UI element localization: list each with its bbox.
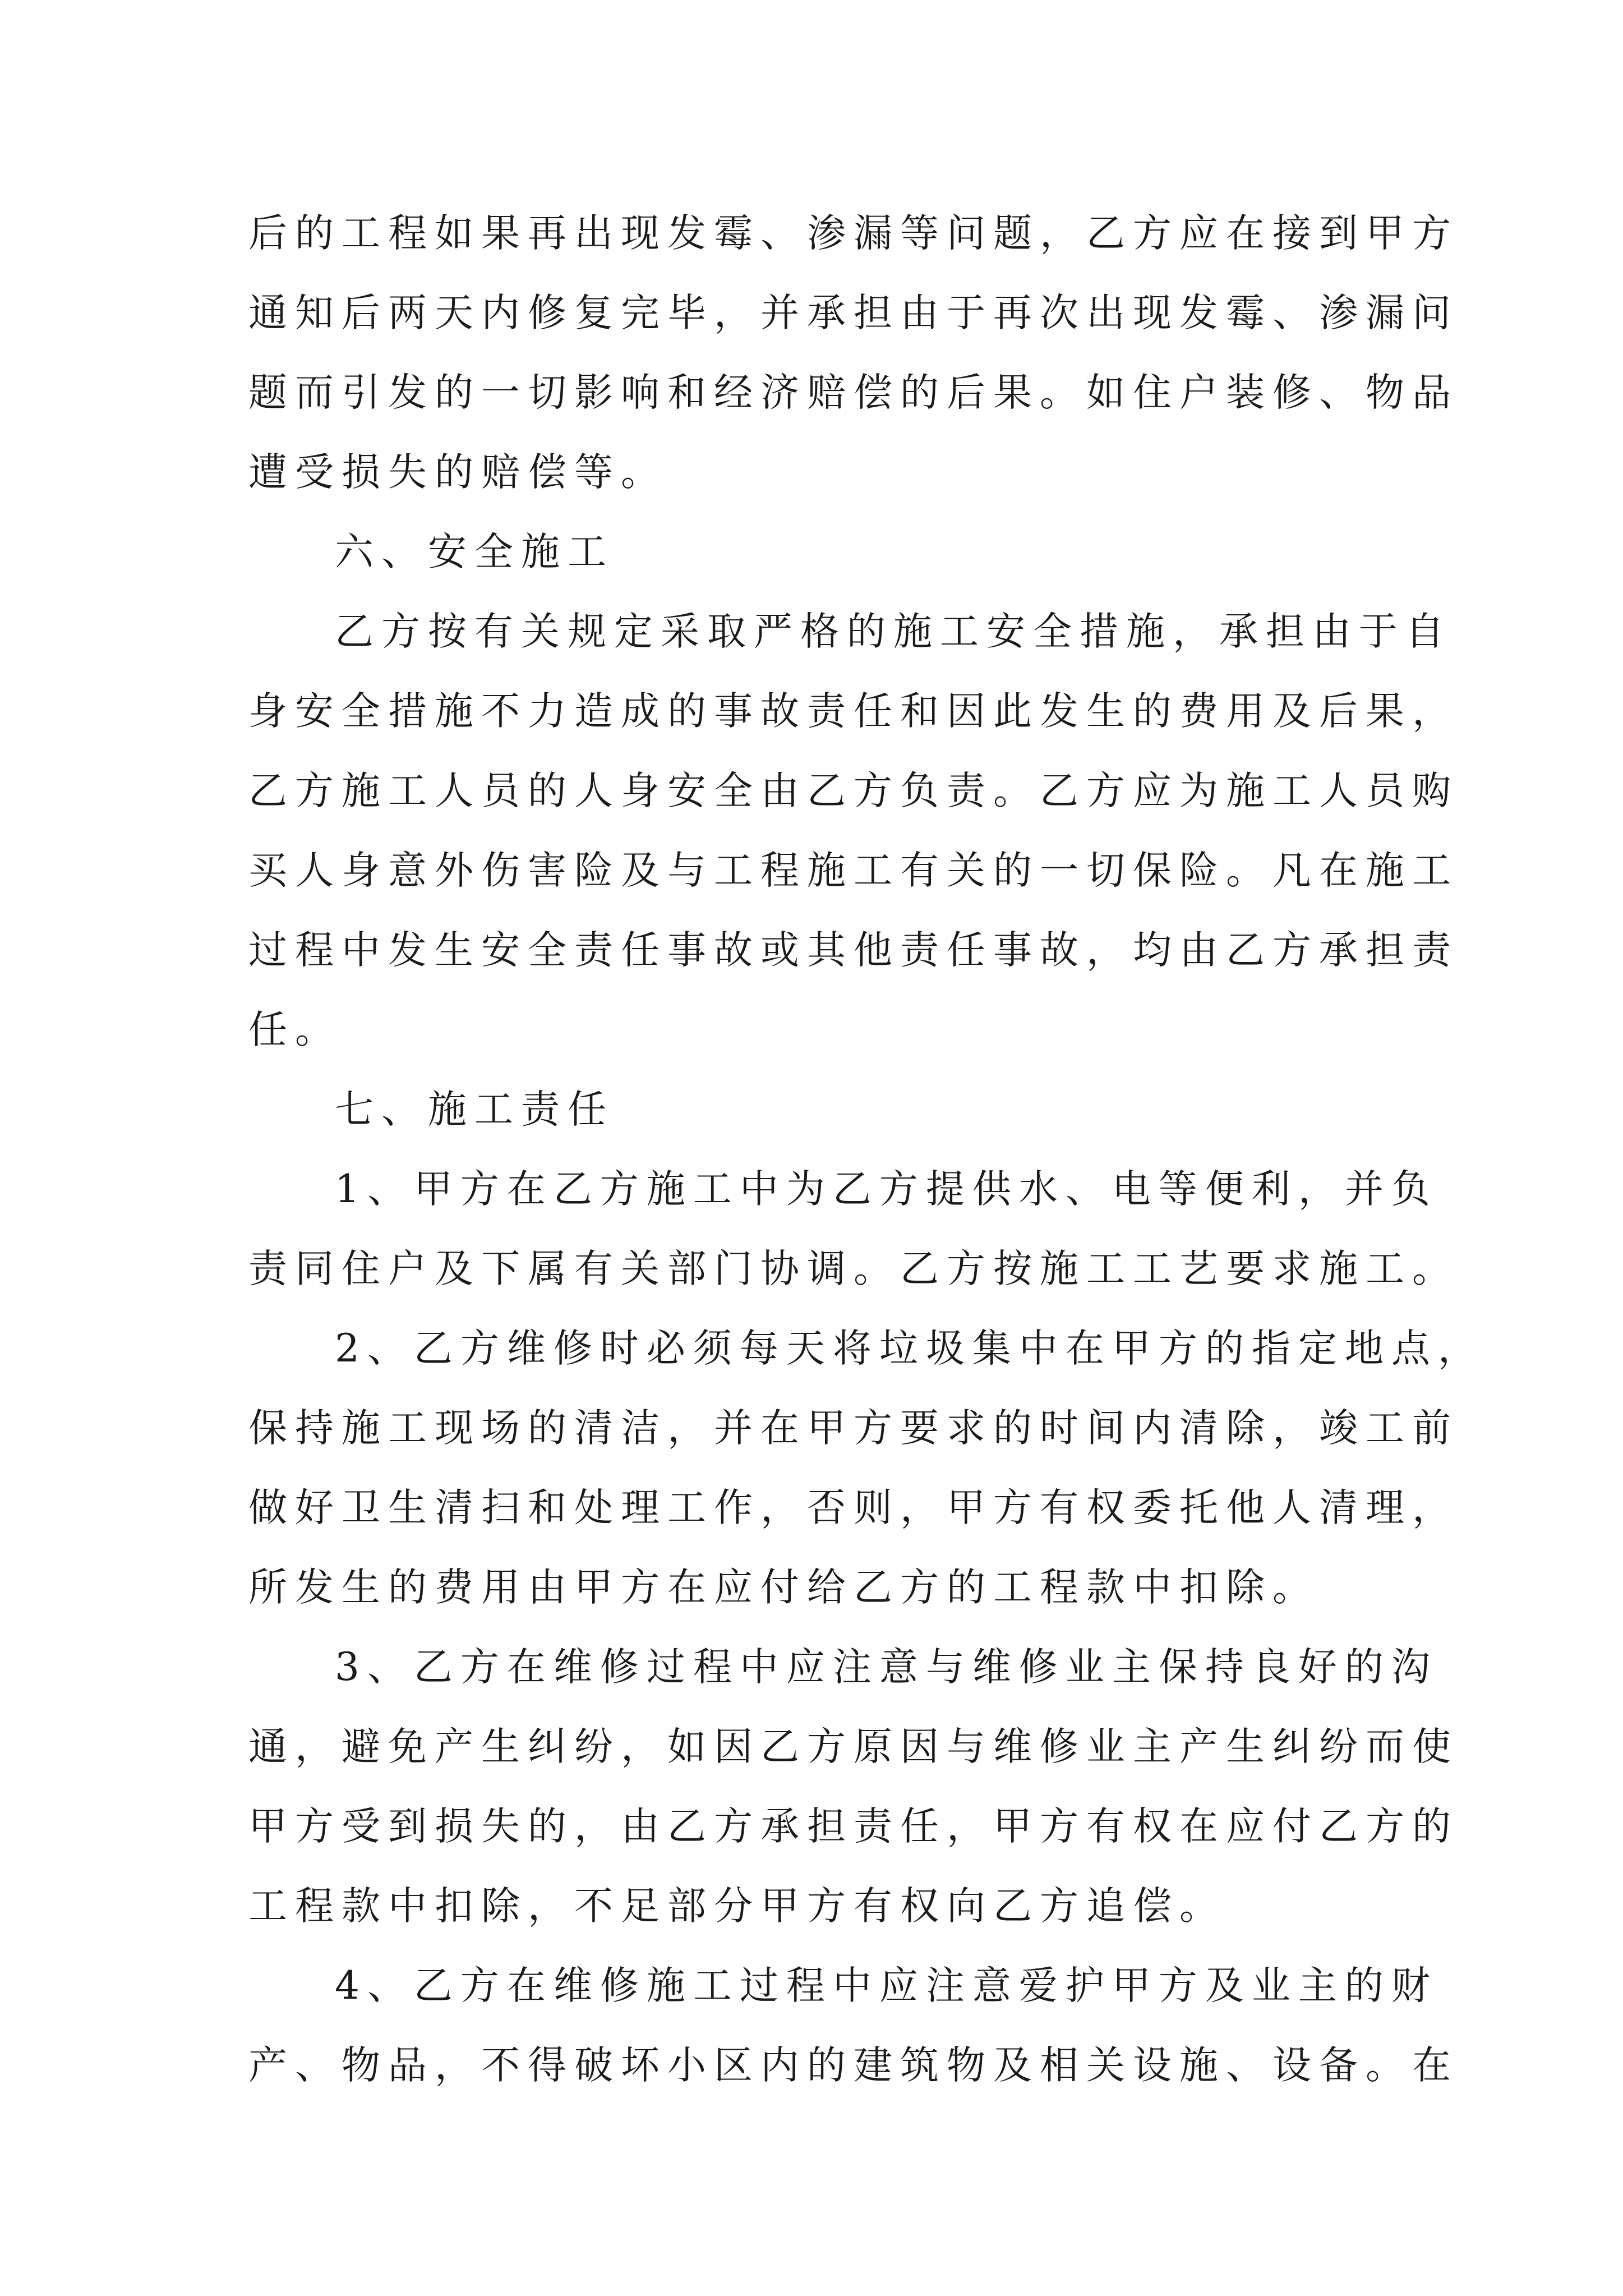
text-line: 甲方受到损失的，由乙方承担责任，甲方有权在应付乙方的 (248, 1804, 1459, 1849)
text-line: 乙方施工人员的人身安全由乙方负责。乙方应为施工人员购 (248, 769, 1459, 813)
text-line: 过程中发生安全责任事故或其他责任事故，均由乙方承担责 (248, 928, 1459, 973)
text-line: 所发生的费用由甲方在应付给乙方的工程款中扣除。 (248, 1565, 1319, 1610)
text-line: 买人身意外伤害险及与工程施工有关的一切保险。凡在施工 (248, 848, 1459, 893)
text-line: 通知后两天内修复完毕，并承担由于再次出现发霉、渗漏问 (248, 291, 1459, 335)
text-line: 1、甲方在乙方施工中为乙方提供水、电等便利，并负 (335, 1167, 1438, 1212)
text-line: 任。 (248, 1007, 342, 1052)
section-heading: 六、安全施工 (335, 530, 614, 574)
text-line: 产、物品，不得破坏小区内的建筑物及相关设施、设备。在 (248, 2043, 1459, 2088)
text-line: 乙方按有关规定采取严格的施工安全措施，承担由于自 (335, 609, 1452, 654)
text-line: 4、乙方在维修施工过程中应注意爱护甲方及业主的财 (335, 1963, 1438, 2008)
text-line: 题而引发的一切影响和经济赔偿的后果。如住户装修、物品 (248, 370, 1459, 415)
text-line: 做好卫生清扫和处理工作，否则，甲方有权委托他人清理， (248, 1485, 1459, 1530)
text-line: 遭受损失的赔偿等。 (248, 450, 667, 495)
text-line: 通，避免产生纠纷，如因乙方原因与维修业主产生纠纷而使 (248, 1724, 1459, 1769)
text-line: 保持施工现场的清洁，并在甲方要求的时间内清除，竣工前 (248, 1406, 1459, 1451)
section-heading: 七、施工责任 (335, 1087, 614, 1132)
text-line: 3、乙方在维修过程中应注意与维修业主保持良好的沟 (335, 1645, 1438, 1690)
document-body (248, 194, 1484, 2105)
text-line: 2、乙方维修时必须每天将垃圾集中在甲方的指定地点， (335, 1326, 1484, 1371)
text-line: 身安全措施不力造成的事故责任和因此发生的费用及后果， (248, 689, 1459, 734)
text-line: 责同住户及下属有关部门协调。乙方按施工工艺要求施工。 (248, 1246, 1459, 1291)
text-line: 工程款中扣除，不足部分甲方有权向乙方追偿。 (248, 1884, 1226, 1929)
text-line: 后的工程如果再出现发霉、渗漏等问题，乙方应在接到甲方 (248, 211, 1459, 256)
